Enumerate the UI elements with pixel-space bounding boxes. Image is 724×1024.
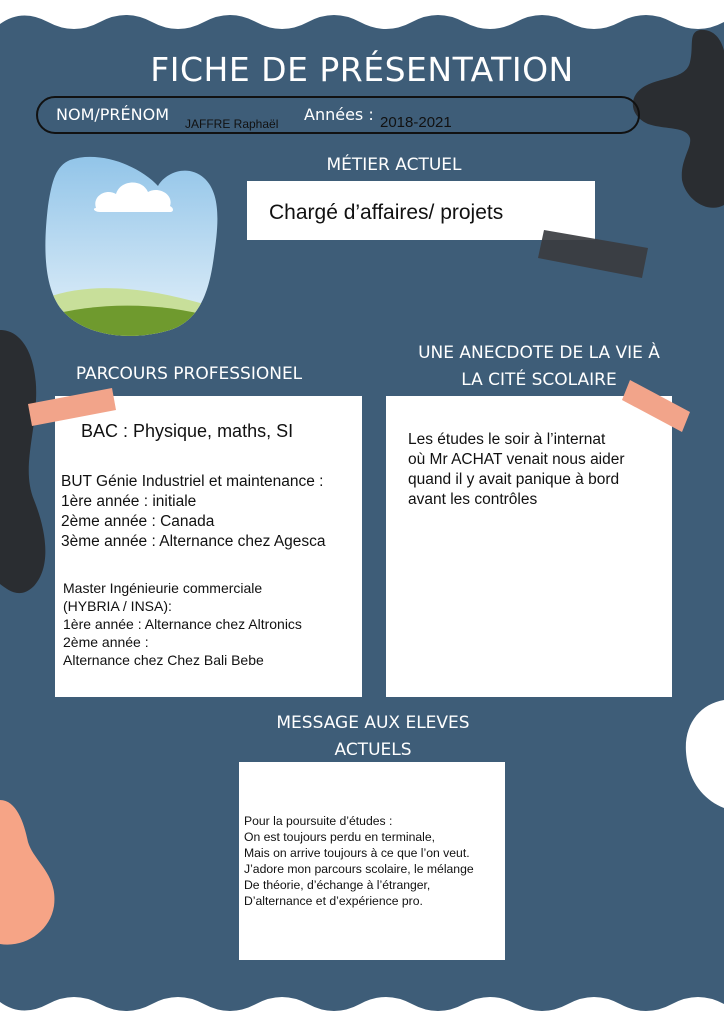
career-master-line: Master Ingénieurie commerciale [63,580,263,596]
message-box [239,762,505,960]
years-value: 2018-2021 [380,114,452,131]
anecdote-line: quand il y avait panique à bord [408,471,620,488]
dark-tape [538,226,652,282]
years-label: Années : [304,105,374,124]
job-section-title: MÉTIER ACTUEL [326,155,462,175]
career-box [55,396,362,697]
anecdote-box [386,396,672,697]
anecdote-text [408,430,625,510]
top-wave [0,0,724,29]
job-value: Chargé d’affaires/ projets [269,201,504,224]
name-label: NOM/PRÉNOM [56,105,169,124]
landscape-picture [40,150,230,350]
salmon-blob-bottom-left [0,800,54,945]
career-but-line: 1ère année : initiale [61,493,197,510]
anecdote-line: où Mr ACHAT venait nous aider [408,451,625,468]
salmon-tape-left [26,386,118,432]
message-line: Mais on arrive toujours à ce que l’on veut. [244,846,470,860]
message-line: On est toujours perdu en terminale, [244,830,436,844]
anecdote-line: Les études le soir à l’internat [408,431,606,448]
career-master [63,579,302,669]
career-master-line: 2ème année : [63,634,149,650]
name-value: JAFFRE Raphaël [185,117,279,131]
anecdote-line: avant les contrôles [408,491,538,508]
career-master-line: 1ère année : Alternance chez Altronics [63,616,302,632]
career-but-line: BUT Génie Industriel et maintenance : [61,473,324,490]
salmon-tape-right [620,378,692,436]
career-section-title: PARCOURS PROFESSIONEL [75,364,303,384]
message-text [244,813,474,909]
message-section-title [240,710,506,764]
career-but [61,472,326,552]
anecdote-title-line: LA CITÉ SCOLAIRE [461,370,617,390]
message-title-line: ACTUELS [334,740,412,760]
page-title: FICHE DE PRÉSENTATION [150,50,574,89]
white-blob-right [686,700,724,808]
message-line: D’alternance et d’expérience pro. [244,894,423,908]
message-line: De théorie, d’échange à l’étranger, [244,878,431,892]
career-master-line: Alternance chez Chez Bali Bebe [63,652,264,668]
bottom-wave [0,997,724,1024]
message-title-line: MESSAGE AUX ELEVES [276,713,470,733]
dark-blob-left [0,330,45,593]
message-line: J’adore mon parcours scolaire, le mélange [244,862,474,876]
career-master-line: (HYBRIA / INSA): [63,598,172,614]
career-bac: BAC : Physique, maths, SI [81,421,294,441]
career-but-line: 2ème année : Canada [61,513,215,530]
anecdote-title-line: UNE ANECDOTE DE LA VIE À [418,343,660,363]
message-line: Pour la poursuite d’études : [244,814,393,828]
career-but-line: 3ème année : Alternance chez Agesca [61,533,326,550]
